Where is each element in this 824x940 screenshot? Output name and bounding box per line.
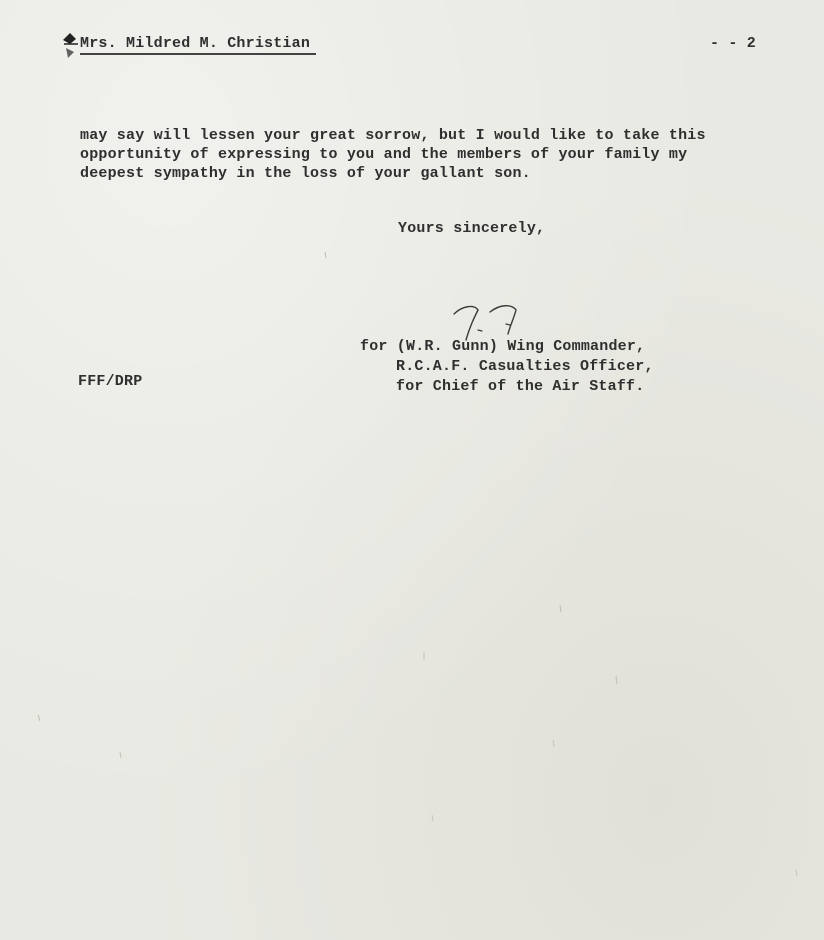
body-line-3: deepest sympathy in the loss of your gallant son. — [80, 165, 531, 182]
body-line-1: may say will lessen your great sorrow, but I would like to take this — [80, 127, 706, 144]
signature-line-2: R.C.A.F. Casualties Officer, — [396, 358, 654, 375]
paper-clip-mark-icon — [60, 30, 82, 60]
recipient-name: Mrs. Mildred M. Christian — [80, 35, 311, 52]
signature-line-3: for Chief of the Air Staff. — [396, 378, 645, 395]
recipient-underline — [80, 53, 316, 55]
body-line-2: opportunity of expressing to you and the members of your family my — [80, 146, 688, 163]
signature-line-1: for (W.R. Gunn) Wing Commander, — [360, 338, 646, 355]
reference-initials: FFF/DRP — [78, 373, 143, 390]
closing-salutation: Yours sincerely, — [398, 220, 546, 237]
page-number: - - 2 — [709, 35, 756, 52]
